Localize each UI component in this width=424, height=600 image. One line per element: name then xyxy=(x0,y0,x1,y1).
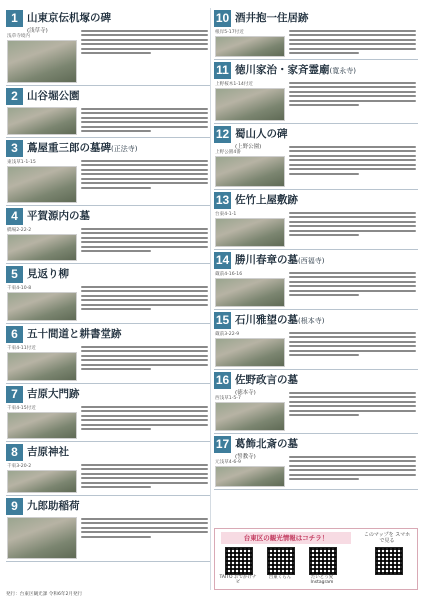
text-line xyxy=(289,290,416,292)
entry-number: 14 xyxy=(215,253,230,267)
text-line xyxy=(81,468,208,470)
entry-title-text: 平賀源内の墓 xyxy=(27,210,90,222)
entry-description xyxy=(81,158,208,204)
text-line xyxy=(81,130,151,132)
entry-title-suffix: (寛永寺) xyxy=(329,67,356,75)
entry-number: 5 xyxy=(6,266,23,283)
text-line xyxy=(81,34,208,36)
entry-title-text: 山東京伝机塚の碑 xyxy=(27,12,111,24)
text-line xyxy=(81,290,208,292)
entry-title-text: 蔦屋重三郎の墓碑 xyxy=(27,142,111,154)
spot-entry xyxy=(214,8,418,60)
text-line xyxy=(289,30,416,32)
text-line xyxy=(81,52,151,54)
entry-address: 上野公園4番 xyxy=(215,150,241,155)
text-line xyxy=(81,182,208,184)
entry-description xyxy=(81,344,208,382)
spot-entry xyxy=(6,86,210,138)
entry-address: 蔵前4-16-16 xyxy=(215,272,243,277)
entry-title-text: 見返り柳 xyxy=(27,268,69,280)
entry-title xyxy=(235,312,324,330)
entry-number: 7 xyxy=(6,386,23,403)
text-line xyxy=(81,126,208,128)
spot-entry xyxy=(6,384,210,442)
entry-address: 千束4-11付近 xyxy=(7,346,36,351)
text-line xyxy=(81,164,208,166)
entry-number: 16 xyxy=(215,373,230,387)
text-line xyxy=(81,30,208,32)
text-line xyxy=(81,428,151,430)
text-line xyxy=(289,104,359,106)
spot-entry xyxy=(6,206,210,264)
entry-header xyxy=(6,10,210,34)
text-line xyxy=(289,354,359,356)
text-line xyxy=(81,531,208,533)
qr-code-icon[interactable] xyxy=(225,547,253,575)
text-line xyxy=(289,159,416,161)
text-line xyxy=(289,34,416,36)
map-note: このマップを スマホで見る xyxy=(363,532,411,544)
entry-title-text: 勝川春章の墓 xyxy=(235,254,298,266)
qr-code-icon[interactable] xyxy=(309,547,337,575)
text-line xyxy=(289,164,416,166)
entry-subtitle: (誓教寺) xyxy=(235,454,256,460)
left-column xyxy=(6,8,210,562)
entry-title-text: 酒井抱一住居跡 xyxy=(235,12,309,24)
text-line xyxy=(81,250,151,252)
entry-photo xyxy=(215,88,285,121)
text-line xyxy=(289,225,416,227)
text-line xyxy=(289,341,416,343)
entry-header xyxy=(214,436,418,460)
text-line xyxy=(81,406,208,408)
text-line xyxy=(81,527,208,529)
text-line xyxy=(289,465,416,467)
entry-header xyxy=(6,386,210,404)
text-line xyxy=(289,281,416,283)
text-line xyxy=(289,460,416,462)
text-line xyxy=(289,95,416,97)
entry-address: 千束4-10-8 xyxy=(7,286,32,291)
entry-title-text: 葛飾北斎の墓 xyxy=(235,438,298,450)
entry-title xyxy=(235,62,356,80)
spot-entry xyxy=(214,434,418,490)
text-line xyxy=(81,350,208,352)
text-line xyxy=(289,401,416,403)
entry-header xyxy=(6,88,210,106)
text-line xyxy=(289,456,416,458)
text-line xyxy=(289,396,416,398)
spot-entry xyxy=(214,370,418,434)
spot-entry xyxy=(214,250,418,310)
entry-address: 根岸5-17付近 xyxy=(215,30,244,35)
entry-title-text: 佐竹上屋敷跡 xyxy=(235,194,298,206)
entry-description xyxy=(289,144,416,188)
text-line xyxy=(289,345,416,347)
entry-header xyxy=(214,372,418,396)
text-line xyxy=(81,536,151,538)
text-line xyxy=(289,414,359,416)
entry-description xyxy=(81,404,208,440)
spot-entry xyxy=(6,264,210,324)
entry-header xyxy=(6,266,210,284)
entry-description xyxy=(289,210,416,248)
text-line xyxy=(81,477,208,479)
text-line xyxy=(81,241,208,243)
entry-description xyxy=(81,28,208,84)
text-line xyxy=(81,486,151,488)
text-line xyxy=(81,304,208,306)
entry-header xyxy=(214,192,418,210)
entry-title xyxy=(235,252,324,270)
text-line xyxy=(81,173,208,175)
entry-title xyxy=(27,444,69,461)
entry-address: 台東4-1-1 xyxy=(215,212,237,217)
entry-header xyxy=(214,312,418,330)
text-line xyxy=(81,308,151,310)
entry-photo xyxy=(215,36,285,57)
entry-photo xyxy=(7,470,77,493)
text-line xyxy=(289,212,416,214)
text-line xyxy=(81,415,208,417)
text-line xyxy=(81,178,208,180)
text-line xyxy=(289,474,416,476)
entry-address: 千束4-15付近 xyxy=(7,406,36,411)
entry-title-suffix: (西福寺) xyxy=(298,257,325,265)
spot-entry xyxy=(6,324,210,384)
entry-photo xyxy=(215,402,285,431)
entry-title xyxy=(27,326,122,343)
entry-photo xyxy=(7,352,77,381)
qr-label: TAITO おでかけナビ xyxy=(219,575,257,585)
entry-description xyxy=(289,454,416,488)
entry-header xyxy=(6,498,210,516)
right-column xyxy=(214,8,418,490)
qr-label: たいとう愛 Instagram xyxy=(310,575,334,585)
text-line xyxy=(81,482,208,484)
text-line xyxy=(81,160,208,162)
entry-photo xyxy=(215,156,285,187)
entry-photo xyxy=(7,234,77,261)
entry-description xyxy=(289,270,416,308)
entry-photo xyxy=(7,107,77,135)
text-line xyxy=(289,392,416,394)
text-line xyxy=(81,187,151,189)
text-line xyxy=(81,39,208,41)
footnote: 発行：台東区観光課 令和6年2月発行 xyxy=(6,592,83,597)
text-line xyxy=(81,108,208,110)
text-line xyxy=(289,155,416,157)
entry-number: 1 xyxy=(6,10,23,27)
text-line xyxy=(81,368,151,370)
text-line xyxy=(81,48,208,50)
text-line xyxy=(289,336,416,338)
text-line xyxy=(81,295,208,297)
entry-header xyxy=(214,252,418,270)
entry-description xyxy=(289,28,416,58)
entry-description xyxy=(289,330,416,368)
text-line xyxy=(81,299,208,301)
entry-photo xyxy=(7,166,77,203)
text-line xyxy=(289,82,416,84)
entry-number: 17 xyxy=(215,437,230,451)
text-line xyxy=(289,230,416,232)
spot-entry xyxy=(214,310,418,370)
text-line xyxy=(289,221,416,223)
text-line xyxy=(289,173,359,175)
entry-title xyxy=(27,140,137,158)
entry-subtitle: (上野公園) xyxy=(235,144,262,150)
qr-label: 台東くらん xyxy=(268,575,292,580)
spot-entry xyxy=(6,8,210,86)
text-line xyxy=(81,473,208,475)
text-line xyxy=(289,234,359,236)
text-line xyxy=(81,364,208,366)
entry-photo xyxy=(7,292,77,321)
entry-description xyxy=(81,462,208,494)
entry-number: 9 xyxy=(6,498,23,515)
entry-photo xyxy=(7,517,77,559)
entry-header xyxy=(6,444,210,462)
text-line xyxy=(289,272,416,274)
entry-title-suffix: (正法寺) xyxy=(111,145,138,153)
entry-address: 東浅草1-1-15 xyxy=(7,160,36,165)
text-line xyxy=(81,237,208,239)
text-line xyxy=(289,469,416,471)
entry-title-text: 吉原神社 xyxy=(27,446,69,458)
entry-title xyxy=(235,436,298,453)
entry-photo xyxy=(215,338,285,367)
entry-title xyxy=(235,372,298,389)
text-line xyxy=(81,169,208,171)
text-line xyxy=(289,48,416,50)
entry-header xyxy=(6,326,210,344)
text-line xyxy=(289,294,359,296)
text-line xyxy=(289,91,416,93)
text-line xyxy=(289,150,416,152)
entry-number: 6 xyxy=(6,326,23,343)
entry-title-text: 山谷堀公園 xyxy=(27,90,80,102)
entry-number: 11 xyxy=(214,62,231,79)
entry-header xyxy=(214,10,418,28)
entry-title-text: 五十間道と耕書堂跡 xyxy=(27,328,122,340)
entry-number: 3 xyxy=(6,140,23,157)
text-line xyxy=(289,285,416,287)
entry-number: 13 xyxy=(215,193,230,207)
text-line xyxy=(289,146,416,148)
entry-address: 西浅草1-5-7 xyxy=(215,396,241,401)
entry-description xyxy=(81,106,208,136)
entry-address: 上野桜木1-14付近 xyxy=(215,82,253,87)
text-line xyxy=(81,112,208,114)
banner-title: 台東区の観光情報はコチラ！ xyxy=(221,532,351,544)
text-line xyxy=(81,228,208,230)
text-line xyxy=(289,350,416,352)
entry-address: 浅草寺境内 xyxy=(7,34,30,39)
text-line xyxy=(81,464,208,466)
entry-header xyxy=(6,140,210,158)
text-line xyxy=(289,478,359,480)
qr-code-icon[interactable] xyxy=(375,547,403,575)
entry-title xyxy=(27,10,111,27)
entry-header xyxy=(6,208,210,226)
entry-number: 2 xyxy=(6,88,23,105)
entry-number: 10 xyxy=(215,11,230,25)
entry-number: 8 xyxy=(6,444,23,461)
entry-photo xyxy=(7,40,77,83)
entry-number: 12 xyxy=(215,127,230,141)
text-line xyxy=(81,518,208,520)
text-line xyxy=(289,100,416,102)
entry-description xyxy=(81,284,208,322)
spot-entry xyxy=(214,124,418,190)
entry-title-text: 徳川家治・家斉霊廟 xyxy=(235,64,330,76)
text-line xyxy=(81,121,208,123)
text-line xyxy=(289,43,416,45)
entry-photo xyxy=(215,466,285,487)
text-line xyxy=(81,419,208,421)
spot-entry xyxy=(6,496,210,562)
text-line xyxy=(81,117,208,119)
text-line xyxy=(81,355,208,357)
text-line xyxy=(289,86,416,88)
text-line xyxy=(289,276,416,278)
entry-subtitle: (徳本寺) xyxy=(235,390,256,396)
text-line xyxy=(289,216,416,218)
entry-title-text: 石川雅望の墓 xyxy=(235,314,298,326)
entry-title xyxy=(27,208,90,225)
text-line xyxy=(81,346,208,348)
entry-address: 橋場2-22-2 xyxy=(7,228,32,233)
text-line xyxy=(289,410,416,412)
entry-title xyxy=(235,126,288,143)
spot-entry xyxy=(214,190,418,250)
entry-description xyxy=(81,226,208,262)
entry-title xyxy=(27,498,80,515)
entry-description xyxy=(81,516,208,560)
text-line xyxy=(81,43,208,45)
text-line xyxy=(289,52,359,54)
entry-header xyxy=(214,126,418,150)
entry-title-text: 吉原大門跡 xyxy=(27,388,80,400)
column-divider xyxy=(210,8,211,590)
text-line xyxy=(81,286,208,288)
entry-address: 元浅草4-6-9 xyxy=(215,460,241,465)
entry-description xyxy=(289,390,416,432)
text-line xyxy=(81,410,208,412)
entry-address: 千束3-20-2 xyxy=(7,464,32,469)
entry-number: 4 xyxy=(6,208,23,225)
entry-title-text: 佐野政言の墓 xyxy=(235,374,298,386)
text-line xyxy=(289,39,416,41)
tourism-banner xyxy=(214,528,418,590)
entry-title xyxy=(235,10,309,27)
spot-entry xyxy=(6,138,210,206)
qr-code-icon[interactable] xyxy=(267,547,295,575)
entry-title xyxy=(235,192,298,209)
spot-entry xyxy=(214,60,418,124)
text-line xyxy=(289,405,416,407)
text-line xyxy=(289,168,416,170)
text-line xyxy=(81,424,208,426)
spot-entry xyxy=(6,442,210,496)
entry-photo xyxy=(215,218,285,247)
text-line xyxy=(81,232,208,234)
text-line xyxy=(289,332,416,334)
entry-title-text: 蜀山人の碑 xyxy=(235,128,288,140)
entry-subtitle: (浅草寺) xyxy=(27,28,48,34)
text-line xyxy=(81,522,208,524)
entry-title-suffix: (根本寺) xyxy=(298,317,325,325)
entry-title-text: 九郎助稲荷 xyxy=(27,500,80,512)
text-line xyxy=(81,246,208,248)
entry-number: 15 xyxy=(215,313,230,327)
entry-title xyxy=(27,88,80,105)
entry-photo xyxy=(7,412,77,439)
entry-header xyxy=(214,62,418,80)
text-line xyxy=(81,359,208,361)
entry-title xyxy=(27,386,80,403)
entry-address: 蔵前3-22-9 xyxy=(215,332,240,337)
entry-photo xyxy=(215,278,285,307)
entry-description xyxy=(289,80,416,122)
entry-title xyxy=(27,266,69,283)
